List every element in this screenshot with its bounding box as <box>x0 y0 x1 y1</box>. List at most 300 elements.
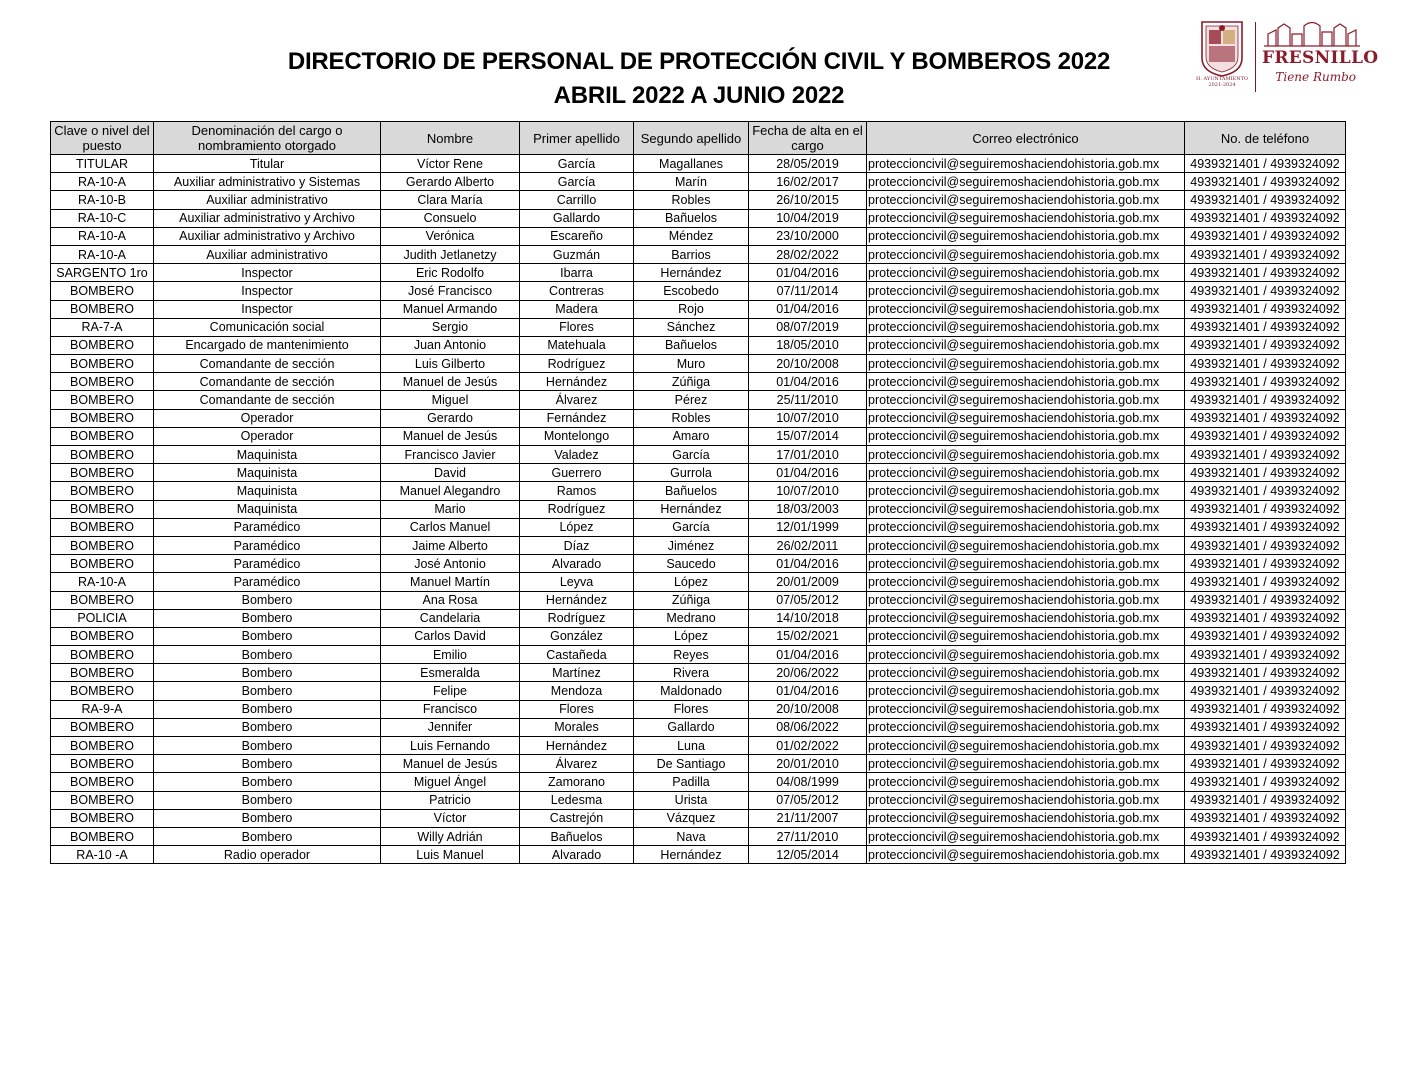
cell-telefono: 4939321401 / 4939324092 <box>1185 846 1346 864</box>
cell-segundo-apellido: Pérez <box>634 391 749 409</box>
cell-correo[interactable]: proteccioncivil@seguiremoshaciendohistoria.gob.mx <box>867 737 1185 755</box>
cell-telefono: 4939321401 / 4939324092 <box>1185 446 1346 464</box>
page-subtitle: ABRIL 2022 A JUNIO 2022 <box>553 82 845 109</box>
cell-fecha-alta: 20/06/2022 <box>749 664 867 682</box>
cell-nombre: Judith Jetlanetzy <box>381 245 520 263</box>
cell-cargo: Inspector <box>154 282 381 300</box>
table-row <box>51 718 1346 736</box>
cell-clave: BOMBERO <box>51 737 154 755</box>
cell-correo[interactable]: proteccioncivil@seguiremoshaciendohistoria.gob.mx <box>867 318 1185 336</box>
cell-correo[interactable]: proteccioncivil@seguiremoshaciendohistoria.gob.mx <box>867 718 1185 736</box>
cell-segundo-apellido: Magallanes <box>634 155 749 173</box>
cell-primer-apellido: Castrejón <box>520 809 634 827</box>
cell-segundo-apellido: Hernández <box>634 264 749 282</box>
cell-telefono: 4939321401 / 4939324092 <box>1185 191 1346 209</box>
cell-telefono: 4939321401 / 4939324092 <box>1185 664 1346 682</box>
cell-clave: BOMBERO <box>51 664 154 682</box>
cell-segundo-apellido: De Santiago <box>634 755 749 773</box>
cell-primer-apellido: Gallardo <box>520 209 634 227</box>
cell-nombre: Jennifer <box>381 718 520 736</box>
cell-primer-apellido: Mendoza <box>520 682 634 700</box>
cell-clave: RA-7-A <box>51 318 154 336</box>
cell-nombre: Luis Fernando <box>381 737 520 755</box>
header-primer-apellido: Primer apellido <box>520 122 634 155</box>
cell-segundo-apellido: Medrano <box>634 609 749 627</box>
cell-fecha-alta: 20/01/2009 <box>749 573 867 591</box>
table-row <box>51 827 1346 845</box>
cell-cargo: Maquinista <box>154 500 381 518</box>
cell-primer-apellido: Álvarez <box>520 391 634 409</box>
cell-fecha-alta: 01/04/2016 <box>749 555 867 573</box>
cell-telefono: 4939321401 / 4939324092 <box>1185 773 1346 791</box>
cell-nombre: Sergio <box>381 318 520 336</box>
cell-telefono: 4939321401 / 4939324092 <box>1185 227 1346 245</box>
cell-fecha-alta: 12/01/1999 <box>749 518 867 536</box>
cell-correo[interactable]: proteccioncivil@seguiremoshaciendohistoria.gob.mx <box>867 573 1185 591</box>
cell-correo[interactable]: proteccioncivil@seguiremoshaciendohistoria.gob.mx <box>867 555 1185 573</box>
cell-fecha-alta: 07/05/2012 <box>749 591 867 609</box>
cell-fecha-alta: 14/10/2018 <box>749 609 867 627</box>
cell-nombre: Manuel de Jesús <box>381 373 520 391</box>
cell-nombre: Ana Rosa <box>381 591 520 609</box>
table-row <box>51 700 1346 718</box>
cell-segundo-apellido: García <box>634 446 749 464</box>
cell-segundo-apellido: Marín <box>634 173 749 191</box>
cell-primer-apellido: Zamorano <box>520 773 634 791</box>
cell-cargo: Radio operador <box>154 846 381 864</box>
cell-fecha-alta: 23/10/2000 <box>749 227 867 245</box>
cell-primer-apellido: Díaz <box>520 536 634 554</box>
table-row <box>51 209 1346 227</box>
header-denominacion: Denominación del cargo o nombramiento otorgado <box>154 122 381 155</box>
cell-correo[interactable]: proteccioncivil@seguiremoshaciendohistoria.gob.mx <box>867 391 1185 409</box>
table-row <box>51 227 1346 245</box>
cell-nombre: Candelaria <box>381 609 520 627</box>
table-row <box>51 573 1346 591</box>
cell-telefono: 4939321401 / 4939324092 <box>1185 573 1346 591</box>
cell-correo[interactable]: proteccioncivil@seguiremoshaciendohistoria.gob.mx <box>867 209 1185 227</box>
cell-segundo-apellido: Amaro <box>634 427 749 445</box>
cell-nombre: Francisco Javier <box>381 446 520 464</box>
cell-cargo: Comandante de sección <box>154 373 381 391</box>
cell-clave: BOMBERO <box>51 446 154 464</box>
cell-telefono: 4939321401 / 4939324092 <box>1185 209 1346 227</box>
cell-correo[interactable]: proteccioncivil@seguiremoshaciendohistoria.gob.mx <box>867 791 1185 809</box>
cell-segundo-apellido: Bañuelos <box>634 209 749 227</box>
cell-segundo-apellido: Gurrola <box>634 464 749 482</box>
cell-cargo: Bombero <box>154 755 381 773</box>
table-row <box>51 773 1346 791</box>
table-row <box>51 300 1346 318</box>
cell-clave: POLICIA <box>51 609 154 627</box>
cell-primer-apellido: Álvarez <box>520 755 634 773</box>
cell-fecha-alta: 10/07/2010 <box>749 482 867 500</box>
cell-cargo: Bombero <box>154 664 381 682</box>
cell-primer-apellido: Flores <box>520 700 634 718</box>
table-row <box>51 591 1346 609</box>
cell-segundo-apellido: Rivera <box>634 664 749 682</box>
cell-cargo: Bombero <box>154 627 381 645</box>
table-row <box>51 609 1346 627</box>
cell-clave: SARGENTO 1ro <box>51 264 154 282</box>
cell-telefono: 4939321401 / 4939324092 <box>1185 809 1346 827</box>
cell-nombre: Emilio <box>381 646 520 664</box>
cell-fecha-alta: 28/02/2022 <box>749 245 867 263</box>
cell-primer-apellido: García <box>520 173 634 191</box>
cell-fecha-alta: 20/10/2008 <box>749 355 867 373</box>
table-row <box>51 282 1346 300</box>
table-row <box>51 846 1346 864</box>
table-row <box>51 191 1346 209</box>
table-row <box>51 664 1346 682</box>
table-row <box>51 173 1346 191</box>
cell-clave: BOMBERO <box>51 409 154 427</box>
cell-clave: BOMBERO <box>51 536 154 554</box>
cell-clave: BOMBERO <box>51 518 154 536</box>
cell-segundo-apellido: Muro <box>634 355 749 373</box>
cell-clave: BOMBERO <box>51 355 154 373</box>
cell-telefono: 4939321401 / 4939324092 <box>1185 391 1346 409</box>
cell-correo[interactable]: proteccioncivil@seguiremoshaciendohistoria.gob.mx <box>867 646 1185 664</box>
cell-correo[interactable]: proteccioncivil@seguiremoshaciendohistoria.gob.mx <box>867 427 1185 445</box>
cell-nombre: Miguel Ángel <box>381 773 520 791</box>
table-row <box>51 373 1346 391</box>
cell-segundo-apellido: Padilla <box>634 773 749 791</box>
cell-fecha-alta: 01/02/2022 <box>749 737 867 755</box>
cell-correo[interactable]: proteccioncivil@seguiremoshaciendohistoria.gob.mx <box>867 518 1185 536</box>
cell-correo[interactable]: proteccioncivil@seguiremoshaciendohistoria.gob.mx <box>867 846 1185 864</box>
cell-telefono: 4939321401 / 4939324092 <box>1185 318 1346 336</box>
cell-correo[interactable]: proteccioncivil@seguiremoshaciendohistoria.gob.mx <box>867 155 1185 173</box>
cell-correo[interactable]: proteccioncivil@seguiremoshaciendohistoria.gob.mx <box>867 682 1185 700</box>
cell-correo[interactable]: proteccioncivil@seguiremoshaciendohistoria.gob.mx <box>867 627 1185 645</box>
cell-telefono: 4939321401 / 4939324092 <box>1185 700 1346 718</box>
cell-cargo: Maquinista <box>154 482 381 500</box>
cell-fecha-alta: 07/11/2014 <box>749 282 867 300</box>
cell-cargo: Auxiliar administrativo <box>154 245 381 263</box>
cell-correo[interactable]: proteccioncivil@seguiremoshaciendohistoria.gob.mx <box>867 809 1185 827</box>
cell-nombre: José Antonio <box>381 555 520 573</box>
header-correo: Correo electrónico <box>867 122 1185 155</box>
cell-telefono: 4939321401 / 4939324092 <box>1185 536 1346 554</box>
cell-correo[interactable]: proteccioncivil@seguiremoshaciendohistoria.gob.mx <box>867 191 1185 209</box>
cell-cargo: Paramédico <box>154 536 381 554</box>
cell-nombre: Patricio <box>381 791 520 809</box>
cell-primer-apellido: Martínez <box>520 664 634 682</box>
cell-correo[interactable]: proteccioncivil@seguiremoshaciendohistoria.gob.mx <box>867 664 1185 682</box>
cell-cargo: Comunicación social <box>154 318 381 336</box>
cell-clave: BOMBERO <box>51 627 154 645</box>
cell-fecha-alta: 18/05/2010 <box>749 336 867 354</box>
cell-cargo: Paramédico <box>154 555 381 573</box>
cell-segundo-apellido: Bañuelos <box>634 482 749 500</box>
cell-telefono: 4939321401 / 4939324092 <box>1185 518 1346 536</box>
cell-correo[interactable]: proteccioncivil@seguiremoshaciendohistoria.gob.mx <box>867 609 1185 627</box>
cell-primer-apellido: Hernández <box>520 737 634 755</box>
table-row <box>51 627 1346 645</box>
cell-primer-apellido: Fernández <box>520 409 634 427</box>
cell-clave: BOMBERO <box>51 791 154 809</box>
seal-caption: H. AYUNTAMIENTO 2021-2024 <box>1195 76 1249 88</box>
table-row <box>51 464 1346 482</box>
cell-telefono: 4939321401 / 4939324092 <box>1185 718 1346 736</box>
logo-divider <box>1255 22 1256 92</box>
cell-cargo: Auxiliar administrativo <box>154 191 381 209</box>
brand-tagline: Tiene Rumbo <box>1275 70 1356 84</box>
cell-telefono: 4939321401 / 4939324092 <box>1185 555 1346 573</box>
cell-fecha-alta: 01/04/2016 <box>749 373 867 391</box>
table-row <box>51 336 1346 354</box>
cell-correo[interactable]: proteccioncivil@seguiremoshaciendohistoria.gob.mx <box>867 409 1185 427</box>
cell-fecha-alta: 16/02/2017 <box>749 173 867 191</box>
cell-fecha-alta: 10/04/2019 <box>749 209 867 227</box>
cell-segundo-apellido: Bañuelos <box>634 336 749 354</box>
cell-nombre: David <box>381 464 520 482</box>
cell-primer-apellido: Rodríguez <box>520 500 634 518</box>
cell-primer-apellido: Ibarra <box>520 264 634 282</box>
brand-block <box>1262 20 1379 96</box>
cell-nombre: Consuelo <box>381 209 520 227</box>
cell-telefono: 4939321401 / 4939324092 <box>1185 482 1346 500</box>
cell-clave: BOMBERO <box>51 282 154 300</box>
cell-segundo-apellido: Sánchez <box>634 318 749 336</box>
cell-primer-apellido: Matehuala <box>520 336 634 354</box>
cell-segundo-apellido: Luna <box>634 737 749 755</box>
cell-segundo-apellido: Escobedo <box>634 282 749 300</box>
cell-correo[interactable]: proteccioncivil@seguiremoshaciendohistoria.gob.mx <box>867 282 1185 300</box>
cell-clave: RA-10-A <box>51 245 154 263</box>
table-row <box>51 755 1346 773</box>
cell-fecha-alta: 01/04/2016 <box>749 464 867 482</box>
cell-clave: BOMBERO <box>51 482 154 500</box>
table-row <box>51 518 1346 536</box>
cell-segundo-apellido: Zúñiga <box>634 591 749 609</box>
cell-telefono: 4939321401 / 4939324092 <box>1185 591 1346 609</box>
table-row <box>51 245 1346 263</box>
cell-correo[interactable]: proteccioncivil@seguiremoshaciendohistoria.gob.mx <box>867 245 1185 263</box>
cell-nombre: Manuel Martín <box>381 573 520 591</box>
cell-clave: BOMBERO <box>51 555 154 573</box>
table-row <box>51 446 1346 464</box>
cell-segundo-apellido: Hernández <box>634 846 749 864</box>
cell-nombre: Willy Adrián <box>381 827 520 845</box>
cell-nombre: Miguel <box>381 391 520 409</box>
cell-clave: BOMBERO <box>51 391 154 409</box>
cell-clave: BOMBERO <box>51 591 154 609</box>
cell-primer-apellido: Ramos <box>520 482 634 500</box>
cell-segundo-apellido: Robles <box>634 191 749 209</box>
cell-correo[interactable]: proteccioncivil@seguiremoshaciendohistoria.gob.mx <box>867 227 1185 245</box>
cell-segundo-apellido: García <box>634 518 749 536</box>
table-row <box>51 791 1346 809</box>
cell-telefono: 4939321401 / 4939324092 <box>1185 609 1346 627</box>
header-telefono: No. de teléfono <box>1185 122 1346 155</box>
cell-primer-apellido: Rodríguez <box>520 609 634 627</box>
cell-fecha-alta: 15/07/2014 <box>749 427 867 445</box>
cell-telefono: 4939321401 / 4939324092 <box>1185 300 1346 318</box>
cell-segundo-apellido: Nava <box>634 827 749 845</box>
cell-fecha-alta: 21/11/2007 <box>749 809 867 827</box>
cell-primer-apellido: Leyva <box>520 573 634 591</box>
cell-cargo: Bombero <box>154 591 381 609</box>
cell-primer-apellido: Morales <box>520 718 634 736</box>
cell-clave: BOMBERO <box>51 646 154 664</box>
fresnillo-logo <box>1192 18 1379 96</box>
cell-clave: BOMBERO <box>51 773 154 791</box>
cell-nombre: Esmeralda <box>381 664 520 682</box>
cell-clave: BOMBERO <box>51 827 154 845</box>
cell-nombre: Juan Antonio <box>381 336 520 354</box>
cell-cargo: Bombero <box>154 609 381 627</box>
cell-fecha-alta: 10/07/2010 <box>749 409 867 427</box>
cell-telefono: 4939321401 / 4939324092 <box>1185 245 1346 263</box>
cell-segundo-apellido: Méndez <box>634 227 749 245</box>
cell-cargo: Titular <box>154 155 381 173</box>
cell-telefono: 4939321401 / 4939324092 <box>1185 373 1346 391</box>
cell-clave: RA-9-A <box>51 700 154 718</box>
cell-correo[interactable]: proteccioncivil@seguiremoshaciendohistoria.gob.mx <box>867 355 1185 373</box>
cell-segundo-apellido: Zúñiga <box>634 373 749 391</box>
cell-correo[interactable]: proteccioncivil@seguiremoshaciendohistoria.gob.mx <box>867 173 1185 191</box>
cell-primer-apellido: López <box>520 518 634 536</box>
cell-clave: RA-10-B <box>51 191 154 209</box>
cell-nombre: Luis Gilberto <box>381 355 520 373</box>
cell-cargo: Encargado de mantenimiento <box>154 336 381 354</box>
cell-cargo: Auxiliar administrativo y Sistemas <box>154 173 381 191</box>
cell-cargo: Bombero <box>154 646 381 664</box>
header-nombre: Nombre <box>381 122 520 155</box>
cell-primer-apellido: Rodríguez <box>520 355 634 373</box>
cell-fecha-alta: 08/07/2019 <box>749 318 867 336</box>
cell-nombre: Francisco <box>381 700 520 718</box>
cell-nombre: Verónica <box>381 227 520 245</box>
cell-primer-apellido: Flores <box>520 318 634 336</box>
cell-segundo-apellido: Hernández <box>634 500 749 518</box>
cell-cargo: Bombero <box>154 791 381 809</box>
cell-clave: RA-10-A <box>51 573 154 591</box>
cell-cargo: Inspector <box>154 264 381 282</box>
cell-segundo-apellido: Vázquez <box>634 809 749 827</box>
cell-fecha-alta: 01/04/2016 <box>749 300 867 318</box>
cell-correo[interactable]: proteccioncivil@seguiremoshaciendohistoria.gob.mx <box>867 500 1185 518</box>
cell-primer-apellido: Escareño <box>520 227 634 245</box>
cell-fecha-alta: 27/11/2010 <box>749 827 867 845</box>
cell-clave: BOMBERO <box>51 755 154 773</box>
cell-primer-apellido: Ledesma <box>520 791 634 809</box>
cell-fecha-alta: 17/01/2010 <box>749 446 867 464</box>
table-row <box>51 682 1346 700</box>
cell-fecha-alta: 01/04/2016 <box>749 646 867 664</box>
cell-primer-apellido: Castañeda <box>520 646 634 664</box>
cell-nombre: Luis Manuel <box>381 846 520 864</box>
table-row <box>51 482 1346 500</box>
cell-clave: BOMBERO <box>51 718 154 736</box>
cell-segundo-apellido: Barrios <box>634 245 749 263</box>
cell-correo[interactable]: proteccioncivil@seguiremoshaciendohistoria.gob.mx <box>867 536 1185 554</box>
table-row <box>51 536 1346 554</box>
cell-clave: BOMBERO <box>51 809 154 827</box>
cell-clave: RA-10-A <box>51 227 154 245</box>
table-row <box>51 391 1346 409</box>
cell-fecha-alta: 07/05/2012 <box>749 791 867 809</box>
cell-cargo: Bombero <box>154 700 381 718</box>
table-row <box>51 809 1346 827</box>
cell-segundo-apellido: López <box>634 627 749 645</box>
cell-nombre: Mario <box>381 500 520 518</box>
cell-telefono: 4939321401 / 4939324092 <box>1185 755 1346 773</box>
cell-telefono: 4939321401 / 4939324092 <box>1185 737 1346 755</box>
cell-correo[interactable]: proteccioncivil@seguiremoshaciendohistoria.gob.mx <box>867 591 1185 609</box>
cell-correo[interactable]: proteccioncivil@seguiremoshaciendohistoria.gob.mx <box>867 264 1185 282</box>
cell-cargo: Maquinista <box>154 464 381 482</box>
cell-segundo-apellido: Robles <box>634 409 749 427</box>
cell-clave: BOMBERO <box>51 300 154 318</box>
cell-primer-apellido: Bañuelos <box>520 827 634 845</box>
cell-clave: BOMBERO <box>51 373 154 391</box>
cell-clave: TITULAR <box>51 155 154 173</box>
cell-clave: BOMBERO <box>51 464 154 482</box>
cell-cargo: Operador <box>154 427 381 445</box>
cell-correo[interactable]: proteccioncivil@seguiremoshaciendohistoria.gob.mx <box>867 446 1185 464</box>
cell-correo[interactable]: proteccioncivil@seguiremoshaciendohistoria.gob.mx <box>867 482 1185 500</box>
cell-fecha-alta: 26/10/2015 <box>749 191 867 209</box>
cell-clave: RA-10-C <box>51 209 154 227</box>
cell-primer-apellido: Hernández <box>520 373 634 391</box>
header-segundo-apellido: Segundo apellido <box>634 122 749 155</box>
cell-segundo-apellido: López <box>634 573 749 591</box>
cell-cargo: Comandante de sección <box>154 391 381 409</box>
cell-cargo: Paramédico <box>154 573 381 591</box>
cell-primer-apellido: García <box>520 155 634 173</box>
table-header-row <box>51 122 1346 155</box>
cell-clave: RA-10 -A <box>51 846 154 864</box>
cell-clave: RA-10-A <box>51 173 154 191</box>
cell-nombre: Manuel Alegandro <box>381 482 520 500</box>
cell-telefono: 4939321401 / 4939324092 <box>1185 409 1346 427</box>
cell-segundo-apellido: Rojo <box>634 300 749 318</box>
cell-primer-apellido: Madera <box>520 300 634 318</box>
table-row <box>51 264 1346 282</box>
cell-primer-apellido: Alvarado <box>520 555 634 573</box>
cell-cargo: Auxiliar administrativo y Archivo <box>154 227 381 245</box>
cell-correo[interactable]: proteccioncivil@seguiremoshaciendohistoria.gob.mx <box>867 827 1185 845</box>
cell-correo[interactable]: proteccioncivil@seguiremoshaciendohistoria.gob.mx <box>867 700 1185 718</box>
cell-fecha-alta: 01/04/2016 <box>749 682 867 700</box>
cell-correo[interactable]: proteccioncivil@seguiremoshaciendohistoria.gob.mx <box>867 773 1185 791</box>
cell-telefono: 4939321401 / 4939324092 <box>1185 427 1346 445</box>
cell-telefono: 4939321401 / 4939324092 <box>1185 500 1346 518</box>
cell-telefono: 4939321401 / 4939324092 <box>1185 646 1346 664</box>
cell-cargo: Bombero <box>154 682 381 700</box>
table-row <box>51 427 1346 445</box>
cell-nombre: Eric Rodolfo <box>381 264 520 282</box>
cell-segundo-apellido: Saucedo <box>634 555 749 573</box>
cell-nombre: Manuel de Jesús <box>381 755 520 773</box>
cell-correo[interactable]: proteccioncivil@seguiremoshaciendohistoria.gob.mx <box>867 464 1185 482</box>
cell-segundo-apellido: Jiménez <box>634 536 749 554</box>
cell-primer-apellido: Montelongo <box>520 427 634 445</box>
cell-correo[interactable]: proteccioncivil@seguiremoshaciendohistoria.gob.mx <box>867 336 1185 354</box>
cell-correo[interactable]: proteccioncivil@seguiremoshaciendohistoria.gob.mx <box>867 755 1185 773</box>
cell-correo[interactable]: proteccioncivil@seguiremoshaciendohistoria.gob.mx <box>867 300 1185 318</box>
cell-primer-apellido: Contreras <box>520 282 634 300</box>
cell-segundo-apellido: Flores <box>634 700 749 718</box>
cell-correo[interactable]: proteccioncivil@seguiremoshaciendohistoria.gob.mx <box>867 373 1185 391</box>
cell-fecha-alta: 20/01/2010 <box>749 755 867 773</box>
cell-telefono: 4939321401 / 4939324092 <box>1185 336 1346 354</box>
cell-primer-apellido: González <box>520 627 634 645</box>
table-row <box>51 318 1346 336</box>
